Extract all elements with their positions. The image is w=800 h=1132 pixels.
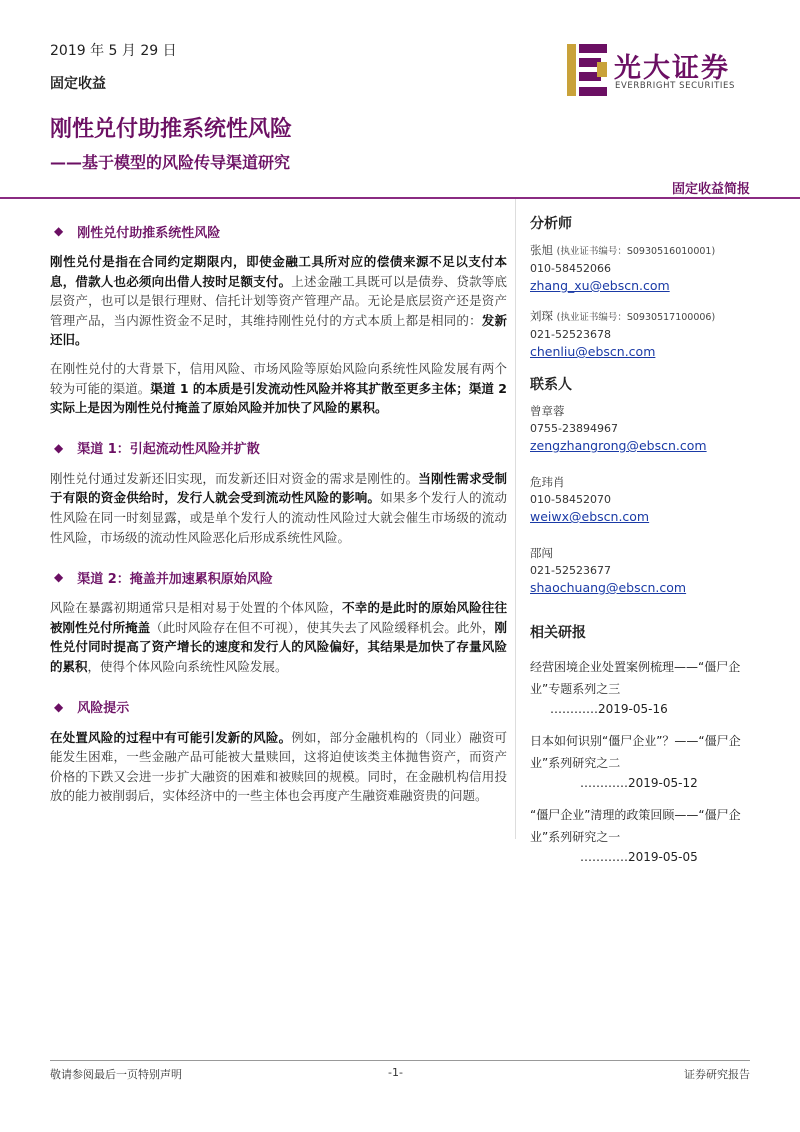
- section-heading-text: 渠道 1：引起流动性风险并扩散: [77, 442, 260, 458]
- contact-phone: 021-52523677: [530, 564, 611, 577]
- body-text: 如果多个发行人的流动性风险在同一时刻显露，或是单个发行人的流动性风险过大就会催生市场级的流动性风险，市场级的流动性风险恶化后形成系统性风险。: [50, 490, 507, 545]
- analyst-name: 张旭: [530, 243, 553, 257]
- company-logo: [567, 44, 757, 96]
- report-type-label: 固定收益简报: [671, 182, 750, 197]
- contact-heading: 联系人: [530, 377, 572, 393]
- body-text: （此时风险存在但不可视），使其失去了风险缓释机会。此外，: [150, 619, 495, 635]
- emphasis-text: 渠道 1 的本质是引发流动性风险并将其扩散至更多主体；渠道 2 实际上是因为刚性兑付掩盖了原始风险并加快了风险的累积。: [50, 380, 507, 416]
- research-item[interactable]: [530, 656, 770, 718]
- emphasis-text: 不幸的是此时的原始风险往往被刚性兑付所掩盖: [50, 600, 507, 635]
- section-heading-text: 风险提示: [77, 701, 130, 716]
- contact-email-link[interactable]: weiwx@ebscn.com: [530, 509, 650, 524]
- column-divider: [515, 199, 516, 839]
- body-text: ，使得个体风险向系统性风险发展。: [87, 658, 288, 674]
- main-content: [50, 220, 507, 815]
- emphasis-text: 刚性兑付是指在合同约定期限内，即使金融工具所对应的偿债来源不足以支付本息，借款人也必须向出借人按时足额支付。: [50, 254, 507, 289]
- footer-disclaimer: 敬请参阅最后一页特别声明: [50, 1068, 182, 1081]
- diamond-bullet-icon: ◆: [54, 440, 64, 455]
- analyst-license: (执业证书编号：S0930516010001): [556, 246, 716, 257]
- emphasis-text: 当刚性需求受制于有限的资金供给时，发行人就会受到流动性风险的影响。: [50, 470, 507, 506]
- body-paragraph: [50, 728, 507, 806]
- section-heading: [50, 696, 507, 718]
- body-text: 在刚性兑付的大背景下，信用风险、市场风险等原始风险向系统性风险发展有两个较为可能的渠道。: [50, 360, 507, 396]
- research-title: “僵尸企业”清理的政策回顾——“僵尸企业”系列研究之一: [530, 808, 741, 844]
- analyst-name: 刘琛: [530, 309, 553, 323]
- section-heading: [50, 437, 507, 459]
- research-title: 经营困境企业处置案例梳理——“僵尸企业”专题系列之三: [530, 660, 741, 696]
- contact-name: 邵闯: [530, 546, 553, 560]
- everbright-logo-icon: [567, 44, 607, 96]
- analyst-phone: 021-52523678: [530, 328, 611, 341]
- contact-entry: [530, 545, 770, 596]
- section-heading: [50, 220, 507, 242]
- contact-entry: [530, 474, 770, 525]
- section-heading: [50, 566, 507, 588]
- section-heading-text: 渠道 2：掩盖并加速累积原始风险: [77, 571, 273, 587]
- research-date: …………2019-05-05: [580, 850, 698, 864]
- emphasis-text: 刚性兑付同时提高了资产增长的速度和发行人的风险偏好，其结果是加快了存量风险的累积: [50, 619, 507, 674]
- analyst-email-link[interactable]: chenliu@ebscn.com: [530, 344, 656, 359]
- contact-name: 曾章蓉: [530, 404, 565, 418]
- research-date: …………2019-05-12: [580, 776, 698, 790]
- contact-email-link[interactable]: zengzhangrong@ebscn.com: [530, 438, 707, 453]
- logo-english-name: EVERBRIGHT SECURITIES: [615, 81, 735, 91]
- contact-phone: 0755-23894967: [530, 422, 618, 435]
- research-title: 日本如何识别“僵尸企业”？——“僵尸企业”系列研究之二: [530, 734, 741, 770]
- analyst-phone: 010-58452066: [530, 262, 611, 275]
- header-divider: [0, 197, 800, 199]
- contact-phone: 010-58452070: [530, 493, 611, 506]
- emphasis-text: 在处置风险的过程中有可能引发新的风险。: [50, 729, 292, 745]
- page-number: -1-: [388, 1066, 403, 1079]
- report-category: 固定收益: [50, 76, 106, 92]
- body-text: 上述金融工具既可以是债券、贷款等底层资产，也可以是银行理财、信托计划等资产管理产品。无论是底层资产还是资产管理产品，当内源性资金不足时，其维持刚性兑付的方式本质上都是相同的：: [50, 273, 507, 328]
- sidebar: [530, 213, 770, 878]
- research-item[interactable]: [530, 804, 770, 866]
- analyst-email-link[interactable]: zhang_xu@ebscn.com: [530, 278, 670, 293]
- body-paragraph: [50, 359, 507, 418]
- page-subtitle: ——基于模型的风险传导渠道研究: [50, 153, 291, 172]
- diamond-bullet-icon: ◆: [54, 224, 64, 238]
- logo-chinese-name: 光大证券: [614, 53, 730, 84]
- footer-divider: [50, 1060, 750, 1061]
- report-date: 2019 年 5 月 29 日: [50, 43, 177, 59]
- body-paragraph: [50, 252, 507, 350]
- related-research-heading: 相关研报: [530, 625, 586, 641]
- body-text: 例如，部分金融机构的（同业）融资可能发生困难，一些金融产品可能被大量赎回，这将迫使该类主体抛售资产，而资产价格的下跌又会进一步扩大融资的困难和被赎回的规模。同时，在金融机构信用投放的能力被削弱后，实体经济中的一些主体也会再度产生融资难融资贵的问题。: [50, 729, 507, 804]
- analyst-entry: [530, 308, 770, 360]
- body-text: 刚性兑付通过发新还旧实现，而发新还旧对资金的需求是刚性的。: [50, 470, 419, 486]
- diamond-bullet-icon: ◆: [54, 699, 64, 714]
- emphasis-text: 发新还旧。: [50, 312, 507, 348]
- body-text: 风险在暴露初期通常只是相对易于处置的个体风险，: [50, 600, 343, 616]
- section-heading-text: 刚性兑付助推系统性风险: [77, 225, 221, 241]
- page-title: 刚性兑付助推系统性风险: [50, 117, 293, 142]
- contact-name: 危玮肖: [530, 475, 565, 489]
- analyst-heading: 分析师: [530, 216, 572, 232]
- body-paragraph: [50, 598, 507, 676]
- research-date: …………2019-05-16: [550, 702, 668, 716]
- footer-report-label: 证券研究报告: [684, 1068, 750, 1081]
- contact-email-link[interactable]: shaochuang@ebscn.com: [530, 580, 687, 595]
- analyst-license: (执业证书编号：S0930517100006): [556, 312, 716, 323]
- research-item[interactable]: [530, 730, 770, 792]
- contact-entry: [530, 403, 770, 454]
- analyst-entry: [530, 242, 770, 294]
- diamond-bullet-icon: ◆: [54, 570, 64, 585]
- body-paragraph: [50, 469, 507, 547]
